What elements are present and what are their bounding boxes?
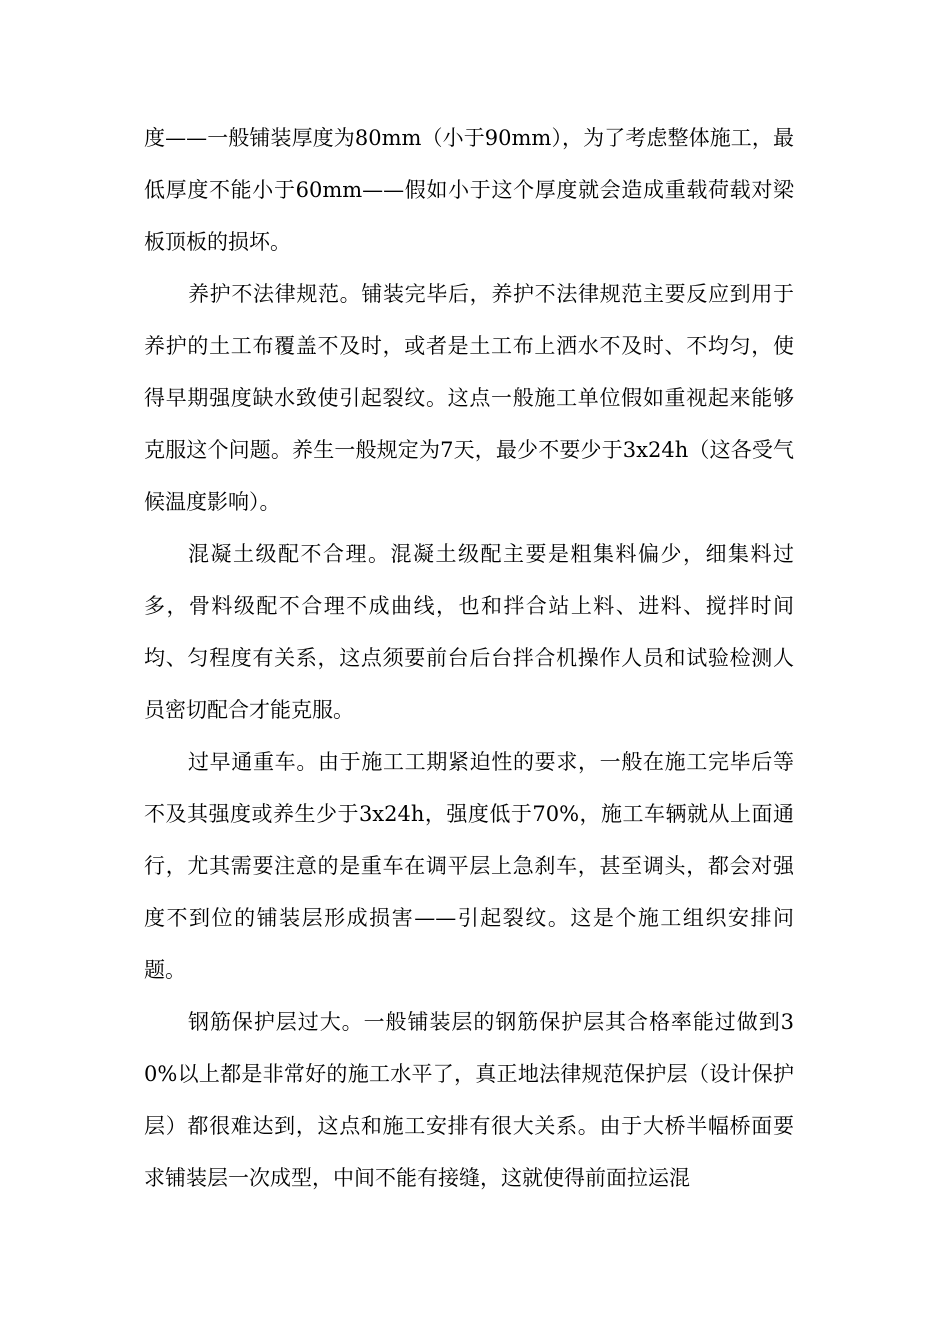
paragraph-curing: 养护不法律规范。铺装完毕后，养护不法律规范主要反应到用于养护的土工布覆盖不及时，或者是土工布上洒水不及时、不均匀，使得早期强度缺水致使引起裂纹。这点一般施工单位假如重视起来能够克服这个问题。养生一般规定为7天，最少不要少于3x24h（这各受气候温度影响）。 bbox=[144, 282, 794, 514]
paragraph-gradation: 混凝土级配不合理。混凝土级配主要是粗集料偏少，细集料过多，骨料级配不合理不成曲线，也和拌合站上料、进料、搅拌时间均、匀程度有关系，这点须要前台后台拌合机操作人员和试验检测人员密切配合才能克服。 bbox=[144, 542, 794, 722]
document-body bbox=[144, 112, 794, 1204]
paragraph-thickness: 度——一般铺装厚度为80mm（小于90mm），为了考虑整体施工，最低厚度不能小于60mm——假如小于这个厚度就会造成重载荷载对梁板顶板的损坏。 bbox=[144, 126, 794, 254]
paragraph-early-traffic: 过早通重车。由于施工工期紧迫性的要求，一般在施工完毕后等不及其强度或养生少于3x24h，强度低于70%，施工车辆就从上面通行，尤其需要注意的是重车在调平层上急刹车，甚至调头，都会对强度不到位的铺装层形成损害——引起裂纹。这是个施工组织安排问题。 bbox=[144, 750, 794, 982]
paragraph-rebar-cover: 钢筋保护层过大。一般铺装层的钢筋保护层其合格率能过做到30%以上都是非常好的施工水平了，真正地法律规范保护层（设计保护层）都很难达到，这点和施工安排有很大关系。由于大桥半幅桥面要求铺装层一次成型，中间不能有接缝，这就使得前面拉运混 bbox=[144, 1010, 794, 1190]
